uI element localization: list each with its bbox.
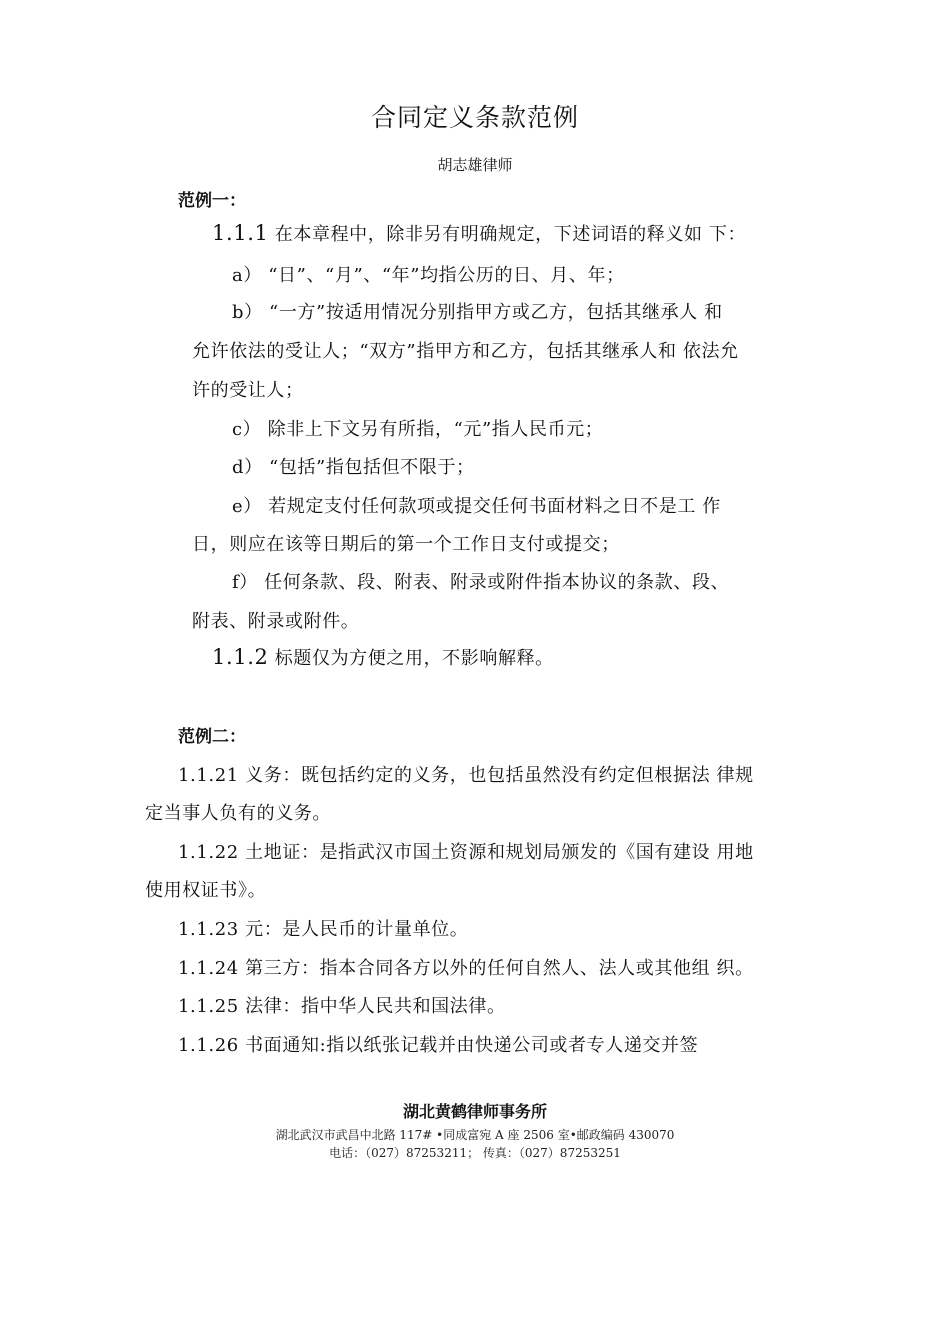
definition-item-e-line1: e） 若规定支付任何款项或提交任何书面材料之日不是工 作	[232, 496, 721, 517]
clause-1-1-22-line1: 1.1.22 土地证：是指武汉市国土资源和规划局颁发的《国有建设 用地	[178, 842, 754, 863]
footer-law-firm: 湖北黄鹤律师事务所	[402, 1102, 547, 1121]
clause-text: 标题仅为方便之用，不影响解释。	[274, 648, 554, 669]
definition-item-a: a） “日”、“月”、“年”均指公历的日、月、年；	[232, 265, 625, 286]
definition-item-c: c） 除非上下文另有所指，“元”指人民币元；	[232, 419, 604, 440]
example1-heading: 范例一：	[178, 191, 246, 211]
clause-1-1-25: 1.1.25 法律：指中华人民共和国法律。	[178, 996, 506, 1017]
clause-1-1-1	[212, 220, 746, 246]
example2-heading: 范例二：	[178, 727, 246, 747]
definition-item-f-line2: 附表、附录或附件。	[192, 611, 360, 632]
footer-address: 湖北武汉市武昌中北路 117# •同成富宛 A 座 2506 室•邮政编码 430070	[275, 1128, 675, 1142]
document-author: 胡志雄律师	[437, 156, 513, 174]
clause-number: 1.1.2	[212, 645, 269, 669]
document-title: 合同定义条款范例	[370, 103, 579, 132]
clause-1-1-24: 1.1.24 第三方：指本合同各方以外的任何自然人、法人或其他组 织。	[178, 958, 754, 979]
definition-item-e-line2: 日，则应在该等日期后的第一个工作日支付或提交；	[192, 534, 620, 555]
definition-item-b-line1: b） “一方”按适用情况分别指甲方或乙方，包括其继承人 和	[232, 302, 723, 323]
definition-item-b-line3: 许的受让人；	[192, 380, 304, 401]
clause-1-1-21-line2: 定当事人负有的义务。	[145, 803, 331, 824]
clause-1-1-2	[212, 644, 554, 670]
clause-1-1-26: 1.1.26 书面通知:指以纸张记载并由快递公司或者专人递交并签	[178, 1035, 699, 1056]
clause-1-1-21-line1: 1.1.21 义务：既包括约定的义务，也包括虽然没有约定但根据法 律规	[178, 765, 754, 786]
clause-number: 1.1.1	[212, 221, 269, 245]
clause-text: 在本章程中，除非另有明确规定，下述词语的释义如 下：	[274, 224, 747, 245]
clause-1-1-22-line2: 使用权证书》。	[145, 880, 267, 901]
footer-phone-fax: 电话：（027）87253211； 传真：（027）87253251	[329, 1146, 621, 1160]
definition-item-b-line2: 允许依法的受让人；“双方”指甲方和乙方，包括其继承人和 依法允	[192, 341, 739, 362]
definition-item-d: d） “包括”指包括但不限于；	[232, 457, 475, 478]
definition-item-f-line1: f） 任何条款、段、附表、附录或附件指本协议的条款、段、	[232, 572, 730, 593]
clause-1-1-23: 1.1.23 元：是人民币的计量单位。	[178, 919, 469, 940]
